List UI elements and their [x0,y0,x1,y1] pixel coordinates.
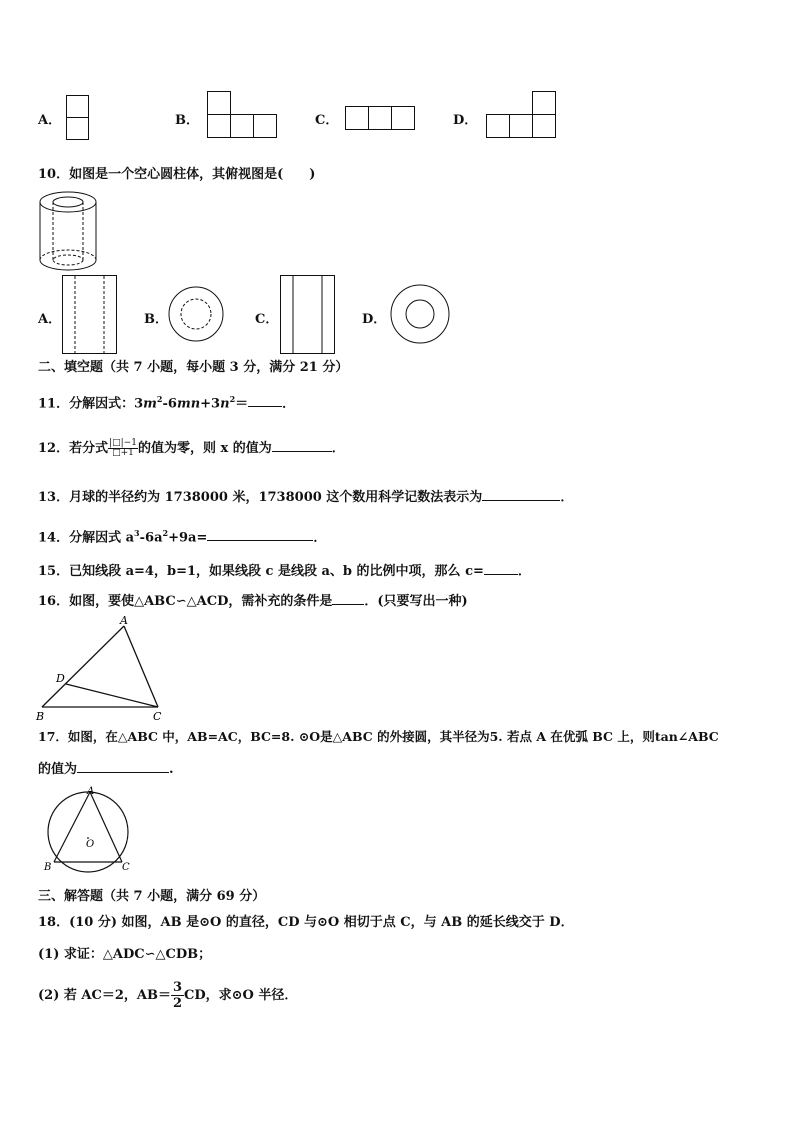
q10-option-a-label: A． [38,312,62,327]
section2-title: 二、填空题（共 7 小题，每小题 3 分，满分 21 分） [38,360,349,375]
hollow-cylinder-figure [38,190,100,274]
q11-text: 11．分解因式：$3m^2-6mn+3n^2=$ ． [38,394,296,412]
q9-option-a-figure [66,95,90,143]
q13-text: 13．月球的半径约为 1738000 米，1738000 这个数用科学记数法表示为 ． [38,490,574,505]
q17-circle-figure [40,786,136,878]
q17-label-a: A [87,786,95,797]
q16-text: 16．如图，要使△ABC∽△ACD，需补充的条件是 ．(只要写出一种) [38,594,468,609]
q16-triangle-figure [36,614,166,724]
q11-answer-blank[interactable] [248,394,282,407]
q16-label-c: C [153,710,162,723]
q18-text-line1: 18．(10 分) 如图，AB 是⊙O 的直径，CD 与⊙O 相切于点 C，与 AB 的延长线交于 D． [38,915,574,930]
q15-text: 15．已知线段 a=4，b=1，如果线段 c 是线段 a、b 的比例中项，那么 c= ． [38,564,531,579]
q9-option-c-label: C． [315,113,339,128]
q9-option-c-figure [345,106,417,132]
q12-answer-blank[interactable] [272,439,332,452]
q9-option-a-label: A． [38,113,62,128]
q10-option-c-figure [280,275,336,355]
q18-part2: (2) 若 AC＝2，AB＝ $\frac{3}{2}$ CD，求⊙O 半径． [38,980,298,1011]
q15-answer-blank[interactable] [484,562,518,575]
q13-answer-blank[interactable] [482,488,560,501]
q16-label-a: A [120,614,128,627]
q10-option-d-figure [390,284,452,346]
q10-text: 10．如图是一个空心圆柱体，其俯视图是( ) [38,167,316,182]
q17-answer-blank[interactable] [77,760,169,773]
q10-option-d-label: D． [362,312,387,327]
q9-option-b-label: B． [175,113,199,128]
q14-text: 14．分解因式 $a^3-6a^2+9a=$ ． [38,528,327,546]
q17-text-line2: 的值为 . [38,762,174,777]
q10-option-b-label: B． [144,312,168,327]
q12-text: 12．若分式 $\frac{|□|-1}{□+1}$ 的值为零，则 x 的值为 ． [38,438,345,458]
q10-option-a-figure [62,275,118,355]
q10-option-b-figure [168,286,226,344]
q9-option-d-figure [486,91,558,139]
q16-label-b: B [36,710,45,723]
q9-option-b-figure [207,91,279,139]
q17-label-b: B [44,862,52,873]
q12-fraction: $\frac{|□|-1}{□+1}$ [109,438,137,458]
q16-label-d: D [56,672,65,685]
q17-label-c: C [122,862,130,873]
q18-part1: (1) 求证：△ADC∽△CDB； [38,947,212,962]
q9-option-d-label: D． [453,113,478,128]
q17-text-line1: 17．如图，在△ABC 中，AB=AC，BC=8. ⊙O是△ABC 的外接圆，其半径为5. 若点 A 在优弧 BC 上，则tan∠ABC [38,729,719,744]
q17-label-o: O [86,839,95,850]
q16-answer-blank[interactable] [332,592,364,605]
q10-option-c-label: C． [255,312,279,327]
q18-fraction: $\frac{3}{2}$ [172,980,182,1011]
q14-answer-blank[interactable] [207,528,313,541]
section3-title: 三、解答题（共 7 小题，满分 69 分） [38,889,266,904]
